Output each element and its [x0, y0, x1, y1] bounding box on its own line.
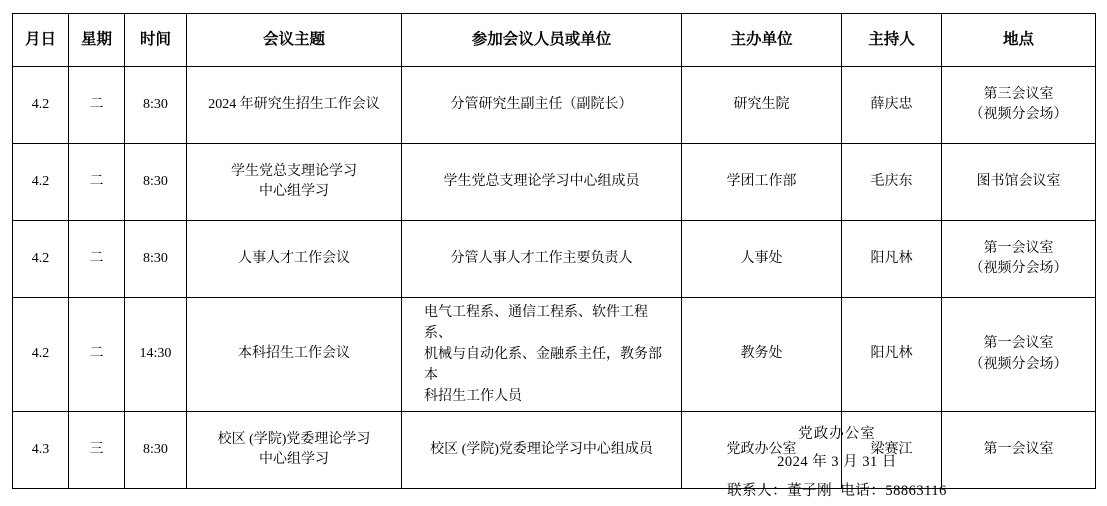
- cell-time: 8:30: [125, 412, 187, 489]
- cell-organizer: 学团工作部: [682, 144, 842, 221]
- column-header-participants: 参加会议人员或单位: [402, 14, 682, 67]
- cell-topic: 本科招生工作会议: [187, 298, 402, 412]
- cell-chair: 阳凡林: [842, 221, 942, 298]
- cell-location: 图书馆会议室: [942, 144, 1096, 221]
- cell-date: 4.2: [13, 144, 69, 221]
- table-header: [13, 14, 1096, 67]
- table-header-row: [13, 14, 1096, 67]
- cell-time: 8:30: [125, 221, 187, 298]
- column-header-location: 地点: [942, 14, 1096, 67]
- column-header-chair: 主持人: [842, 14, 942, 67]
- table-row: [13, 144, 1096, 221]
- footer-contact: 联系人：董子刚 电话：58863116: [727, 482, 947, 499]
- cell-week: 二: [69, 67, 125, 144]
- cell-week: 二: [69, 221, 125, 298]
- cell-date: 4.3: [13, 412, 69, 489]
- cell-organizer: 研究生院: [682, 67, 842, 144]
- cell-location: 第一会议室 （视频分会场）: [942, 221, 1096, 298]
- cell-location: 第一会议室: [942, 412, 1096, 489]
- cell-topic: 人事人才工作会议: [187, 221, 402, 298]
- cell-chair: 梁赛江: [842, 412, 942, 489]
- column-header-topic: 会议主题: [187, 14, 402, 67]
- footer-office: 党政办公室: [798, 426, 876, 442]
- cell-date: 4.2: [13, 298, 69, 412]
- cell-location: 第三会议室 （视频分会场）: [942, 67, 1096, 144]
- cell-date: 4.2: [13, 67, 69, 144]
- column-header-date: 月日: [13, 14, 69, 67]
- cell-organizer: 党政办公室: [682, 412, 842, 489]
- table-row: [13, 67, 1096, 144]
- cell-time: 14:30: [125, 298, 187, 412]
- footer-date: 2024 年 3 月 31 日: [777, 454, 897, 471]
- cell-time: 8:30: [125, 67, 187, 144]
- cell-organizer: 教务处: [682, 298, 842, 412]
- cell-participants: 学生党总支理论学习中心组成员: [402, 144, 682, 221]
- cell-participants: 分管研究生副主任（副院长）: [402, 67, 682, 144]
- cell-organizer: 人事处: [682, 221, 842, 298]
- cell-time: 8:30: [125, 144, 187, 221]
- table-row: [13, 298, 1096, 412]
- cell-chair: 毛庆东: [842, 144, 942, 221]
- table-row: [13, 221, 1096, 298]
- meeting-schedule-table: [12, 13, 1096, 489]
- column-header-week: 星期: [69, 14, 125, 67]
- cell-topic: 校区 (学院)党委理论学习 中心组学习: [187, 412, 402, 489]
- cell-topic: 学生党总支理论学习 中心组学习: [187, 144, 402, 221]
- cell-participants: 分管人事人才工作主要负责人: [402, 221, 682, 298]
- column-header-organizer: 主办单位: [682, 14, 842, 67]
- cell-participants: 电气工程系、通信工程系、软件工程系、 机械与自动化系、金融系主任，教务部本 科招生工作人员: [402, 298, 682, 412]
- cell-week: 三: [69, 412, 125, 489]
- cell-participants: 校区 (学院)党委理论学习中心组成员: [402, 412, 682, 489]
- document-footer: [627, 420, 1047, 505]
- cell-topic: 2024 年研究生招生工作会议: [187, 67, 402, 144]
- cell-location: 第一会议室 （视频分会场）: [942, 298, 1096, 412]
- cell-date: 4.2: [13, 221, 69, 298]
- cell-chair: 薛庆忠: [842, 67, 942, 144]
- cell-week: 二: [69, 144, 125, 221]
- cell-chair: 阳凡林: [842, 298, 942, 412]
- column-header-time: 时间: [125, 14, 187, 67]
- cell-week: 二: [69, 298, 125, 412]
